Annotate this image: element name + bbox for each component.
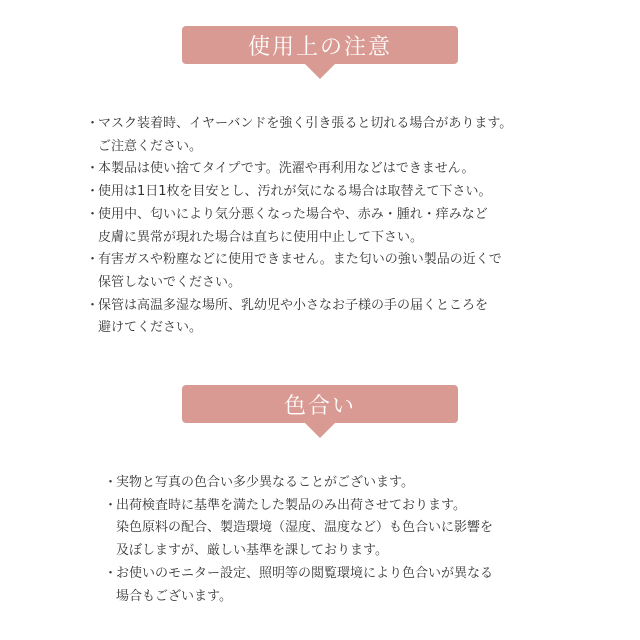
list-item-text: [116, 472, 414, 495]
list-item-line: 染色原料の配合、製造環境（湿度、温度など）も色合いに影響を: [116, 520, 494, 536]
list-item-line: お使いのモニター設定、照明等の閲覧環境により色合いが異なる: [116, 565, 494, 581]
bullet-mark: ・: [104, 565, 118, 581]
bullet-mark: ・: [104, 475, 118, 490]
list-item-line: 場合もございます。: [116, 588, 232, 604]
list-item-text: [98, 158, 474, 181]
list-item-line: 及ぼしますが、厳しい基準を課しております。: [116, 543, 388, 559]
bullet-mark: ・: [86, 184, 100, 200]
list-item-line: 使用は1日1枚を目安とし、汚れが気になる場合は取替えて下さい。: [98, 184, 492, 200]
list-item-line: 保管しないでください。: [98, 274, 242, 290]
color-notes-list: [104, 472, 604, 608]
list-item-line: マスク装着時、イヤーバンドを強く引き張ると切れる場合があります。: [98, 116, 513, 131]
list-item-text: [98, 204, 488, 249]
list-item-line: ご注意ください。: [98, 138, 203, 154]
list-item-text: [116, 563, 493, 608]
list-item-line: 本製品は使い捨てタイプです。洗濯や再利用などはできません。: [98, 161, 475, 177]
list-item: [86, 249, 616, 294]
section-title: 使用上の注意: [247, 34, 392, 60]
list-item-text: [98, 249, 502, 294]
list-item-line: 実物と写真の色合い多少異なることがございます。: [116, 475, 414, 490]
section-banner-color: [182, 385, 458, 423]
bullet-mark: ・: [104, 497, 118, 513]
list-item: [86, 113, 616, 158]
section-title: 色合い: [283, 393, 356, 419]
bullet-mark: ・: [86, 116, 100, 131]
list-item: [86, 181, 616, 204]
list-item: [86, 158, 616, 181]
list-item: [104, 563, 604, 608]
list-item-line: 皮膚に異常が現れた場合は直ちに使用中止して下さい。: [98, 229, 424, 245]
list-item-text: [98, 181, 492, 204]
list-item: [86, 295, 616, 340]
section-banner-usage-precautions: [182, 26, 458, 64]
bullet-mark: ・: [86, 297, 100, 313]
list-item: [86, 204, 616, 249]
list-item: [104, 472, 604, 495]
bullet-mark: ・: [86, 161, 100, 177]
list-item-text: [98, 295, 488, 340]
list-item-line: 出荷検査時に基準を満たした製品のみ出荷させております。: [116, 497, 466, 513]
list-item-line: 使用中、匂いにより気分悪くなった場合や、赤み・腫れ・痒みなど: [98, 206, 488, 222]
bullet-mark: ・: [86, 252, 100, 268]
list-item-text: [98, 113, 512, 158]
bullet-mark: ・: [86, 206, 100, 222]
precautions-list: [86, 113, 616, 340]
list-item-text: [116, 495, 493, 563]
list-item-line: 有害ガスや粉塵などに使用できません。また匂いの強い製品の近くで: [98, 252, 502, 268]
list-item: [104, 495, 604, 563]
list-item-line: 保管は高温多湿な場所、乳幼児や小さなお子様の手の届くところを: [98, 297, 489, 313]
list-item-line: 避けてください。: [98, 320, 203, 336]
